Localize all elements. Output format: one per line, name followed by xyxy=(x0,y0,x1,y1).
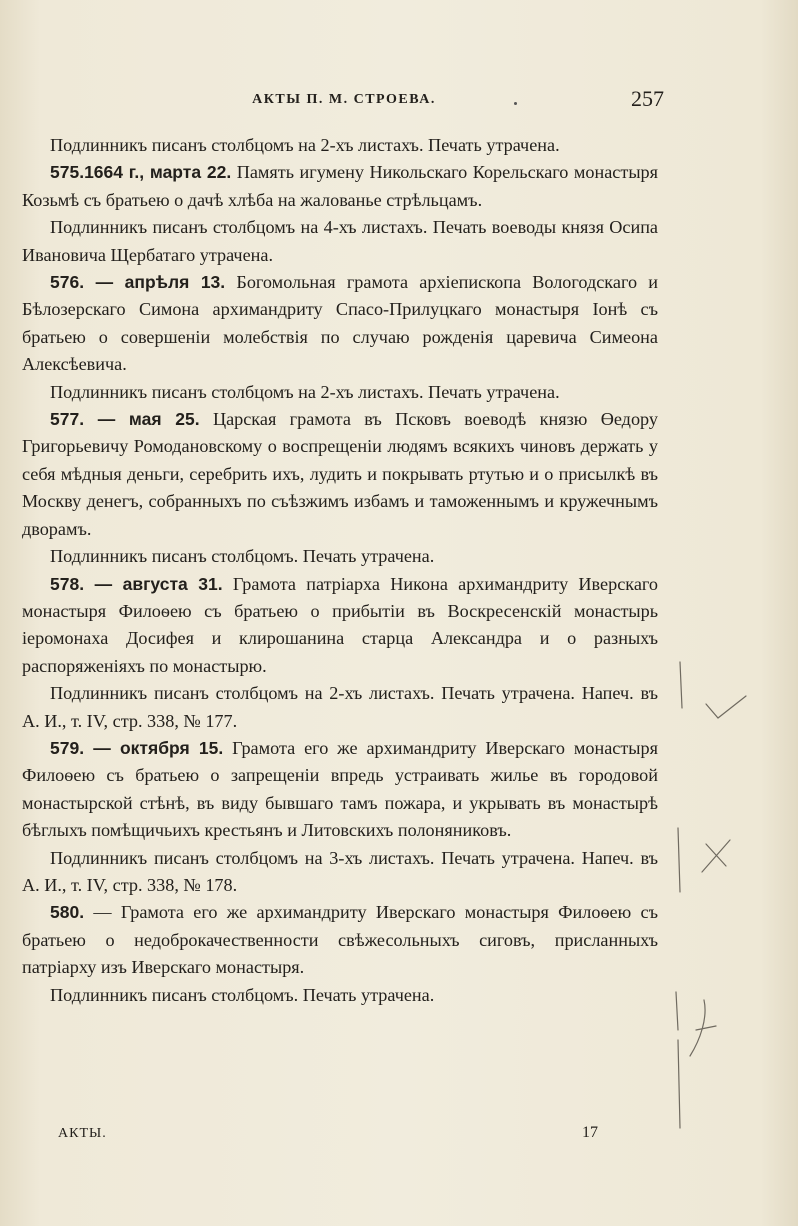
entry-description: Богомольная грамота архіепископа Вологодскаго и Бѣлозерскаго Симона архимандриту Спасо-Прилуцкаго монастыря Іонѣ съ братьею о совершеніи молебствія по случаю рожденія царевича Симеона Алексѣевича. xyxy=(22,272,659,375)
pencil-marks-icon xyxy=(660,600,798,1160)
entry-575-note-paragraph xyxy=(22,214,658,269)
entry-date: — августа 31. xyxy=(84,573,223,594)
sheet-number: 17 xyxy=(582,1124,598,1141)
entry-description: Память игумену Никольскаго Корельскаго монастыря Козьмѣ съ братьею о дачѣ хлѣба на жалованье стрѣльцамъ. xyxy=(22,162,658,210)
entry-note: Подлинникъ писанъ столбцомъ. Печать утрачена. xyxy=(50,984,435,1005)
entry-number: 579. xyxy=(50,737,85,758)
entry-note: Подлинникъ писанъ столбцомъ. Печать утрачена. xyxy=(50,546,435,567)
entry-580-note-paragraph xyxy=(22,982,658,1009)
entry-description: — Грамота его же архимандриту Иверскаго монастыря Филоѳею съ братьею о недоброкачественности свѣжесольныхъ сиговъ, присланныхъ патріарху изъ Иверскаго монастыря. xyxy=(22,902,658,978)
entry-number: 577. xyxy=(50,409,85,430)
entry-description: Царская грамота въ Псковъ воеводѣ князю Өедору Григорьевичу Ромодановскому о воспрещеніи людямъ всякихъ чиновъ держать у себя мѣдныя деньги, серебрить ихъ, лудить и покрывать ртутью и о присылкѣ въ Москву денегъ, собранныхъ по съѣзжимъ избамъ и таможеннымъ и кружечнымъ дворамъ. xyxy=(22,409,658,539)
page-header xyxy=(24,86,664,116)
entry-number: 576. xyxy=(50,272,85,293)
printer-signature: АКТЫ. xyxy=(58,1126,107,1141)
entry-579-heading-paragraph xyxy=(22,735,658,845)
page-footer xyxy=(58,1124,598,1148)
body-text xyxy=(22,132,658,1009)
entry-note: Подлинникъ писанъ столбцомъ на 2-хъ листахъ. Печать утрачена. xyxy=(50,135,560,155)
entry-date: — апрѣля 13. xyxy=(84,272,226,293)
entry-577-heading-paragraph xyxy=(22,406,658,543)
entry-576-heading-paragraph xyxy=(22,269,658,379)
entry-578-note-paragraph xyxy=(22,680,658,735)
page-number: 257 xyxy=(631,86,664,111)
entry-note: Подлинникъ писанъ столбцомъ на 2-хъ листахъ. Печать утрачена. xyxy=(50,381,560,402)
entry-description: Грамота его же архимандриту Иверскаго монастыря Филоѳею съ братьею о запрещеніи впредь устраивать жилье въ городовой монастырской стѣнѣ, въ виду бывшаго тамъ пожара, и укрывать въ монастырѣ бѣглыхъ помѣщичьихъ крестьянъ и Литовскихъ полоняниковъ. xyxy=(22,737,658,841)
pencil-margin-marks xyxy=(660,600,798,1160)
entry-date: — октября 15. xyxy=(84,737,224,758)
entry-date: 1664 г., марта 22. xyxy=(84,162,232,183)
entry-580-heading-paragraph xyxy=(22,899,658,981)
entry-577-note-paragraph xyxy=(22,543,658,570)
entry-number: 578. xyxy=(50,573,85,594)
entry-intro-note-paragraph xyxy=(22,132,658,159)
entry-575-heading-paragraph xyxy=(22,159,658,214)
entry-note: Подлинникъ писанъ столбцомъ на 3-хъ листахъ. Печать утрачена. Напеч. въ А. И., т. IV, стр. 338, № 178. xyxy=(22,847,658,895)
entry-number: 580. xyxy=(50,902,85,923)
entry-576-note-paragraph xyxy=(22,379,658,406)
entry-description: Грамота патріарха Никона архимандриту Иверскаго монастыря Филоѳею съ братьею о прибытіи въ Воскресенскій монастырь іеромонаха Досифея и клирошанина старца Александра и о разныхъ распоряженіяхъ по монастырю. xyxy=(22,573,659,676)
entry-number: 575. xyxy=(50,162,85,183)
entry-note: Подлинникъ писанъ столбцомъ на 2-хъ листахъ. Печать утрачена. Напеч. въ А. И., т. IV, стр. 338, № 177. xyxy=(22,683,658,731)
running-title: АКТЫ П. М. СТРОЕВА. xyxy=(252,92,436,107)
entry-578-heading-paragraph xyxy=(22,571,658,681)
entry-579-note-paragraph xyxy=(22,845,658,900)
entry-note: Подлинникъ писанъ столбцомъ на 4-хъ листахъ. Печать воеводы князя Осипа Ивановича Щербатаго утрачена. xyxy=(22,217,658,265)
entry-date: — мая 25. xyxy=(84,409,200,430)
